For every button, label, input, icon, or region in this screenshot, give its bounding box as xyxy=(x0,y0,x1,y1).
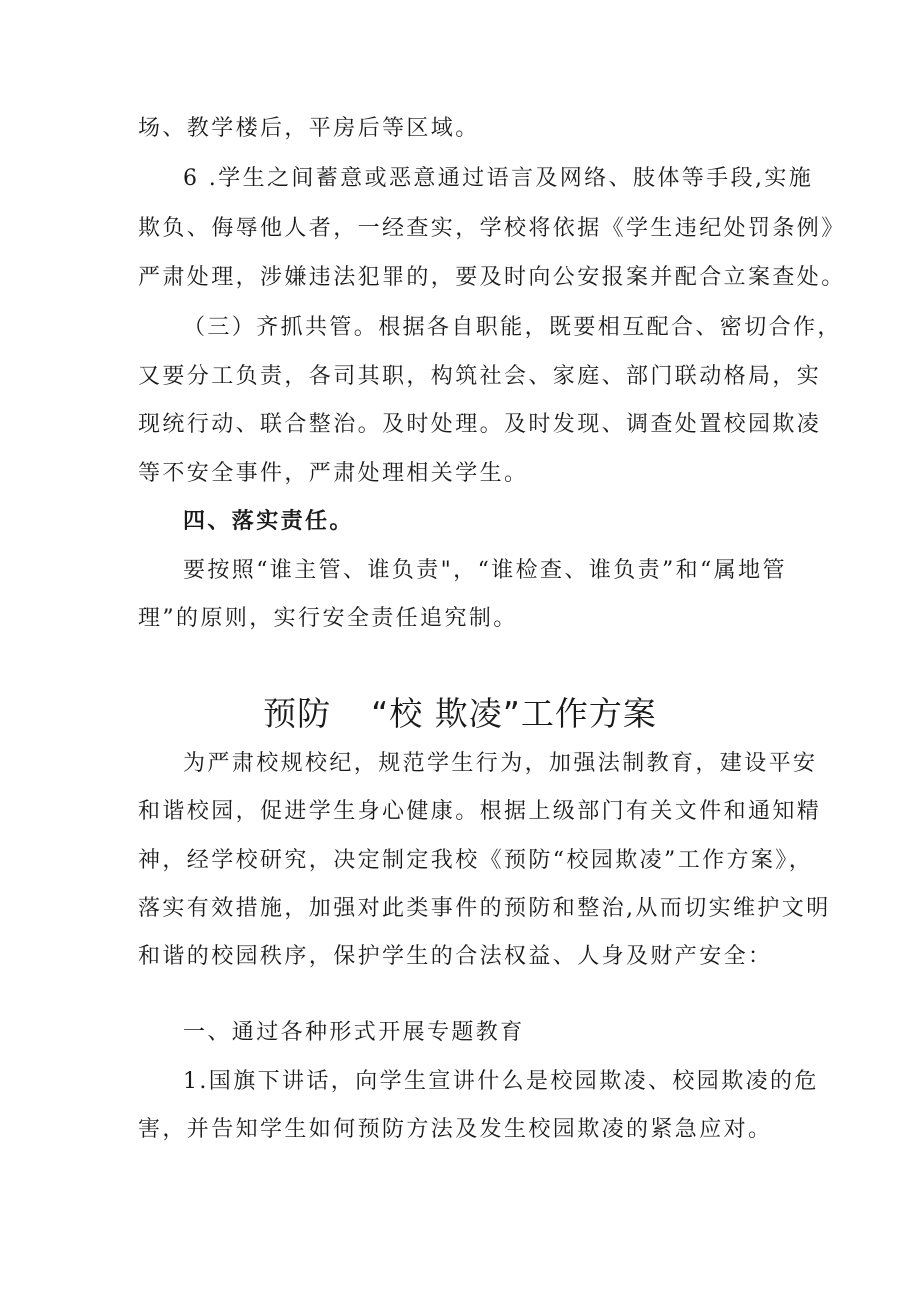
paragraph-line: 等不安全事件，严肃处理相关学生。 xyxy=(138,461,529,486)
paragraph-line: 又要分工负责，各司其职，构筑社会、家庭、部门联动格局，实 xyxy=(138,364,822,389)
title-part-2: “校 欺凌”工作方案 xyxy=(371,694,657,733)
paragraph-line: 严肃处理，涉嫌违法犯罪的，要及时向公安报案并配合立案查处。 xyxy=(138,265,846,290)
paragraph-line: 神，经学校研究，决定制定我校《预防“校园欺凌”工作方案》， xyxy=(138,848,814,873)
paragraph-line: 为严肃校规校纪，规范学生行为，加强法制教育，建设平安 xyxy=(183,751,818,776)
paragraph-line: 现统行动、联合整治。及时处理。及时发现、调查处置校园欺凌 xyxy=(138,412,822,437)
paragraph-line: 和谐校园，促进学生身心健康。根据上级部门有关文件和通知精 xyxy=(138,799,822,824)
paragraph-line: 6 .学生之间蓄意或恶意通过语言及网络、肢体等手段,实施 xyxy=(183,166,814,191)
section-heading: 四、落实责任。 xyxy=(183,509,354,534)
paragraph-line: 和谐的校园秩序，保护学生的合法权益、人身及财产安全： xyxy=(138,944,773,969)
paragraph-line: 1.国旗下讲话，向学生宣讲什么是校园欺凌、校园欺凌的危 xyxy=(183,1069,819,1094)
paragraph-line: 要按照“谁主管、谁负责"，“谁检查、谁负责”和“属地管 xyxy=(183,558,787,583)
title-part-1: 预防 xyxy=(263,694,332,733)
paragraph-line: 害，并告知学生如何预防方法及发生校园欺凌的紧急应对。 xyxy=(138,1117,773,1142)
paragraph-line: 欺负、侮辱他人者，一经查实，学校将依据《学生违纪处罚条例》 xyxy=(138,216,846,241)
paragraph-line: 理”的原则，实行安全责任追究制。 xyxy=(138,606,518,631)
paragraph-line: 落实有效措施，加强对此类事件的预防和整治,从而切实维护文明 xyxy=(138,896,831,921)
section-heading: 一、通过各种形式开展专题教育 xyxy=(183,1020,525,1045)
document-title xyxy=(0,692,920,736)
paragraph-line: 场、教学楼后，平房后等区域。 xyxy=(138,116,480,141)
paragraph-line: （三）齐抓共管。根据各自职能，既要相互配合、密切合作， xyxy=(183,315,842,340)
